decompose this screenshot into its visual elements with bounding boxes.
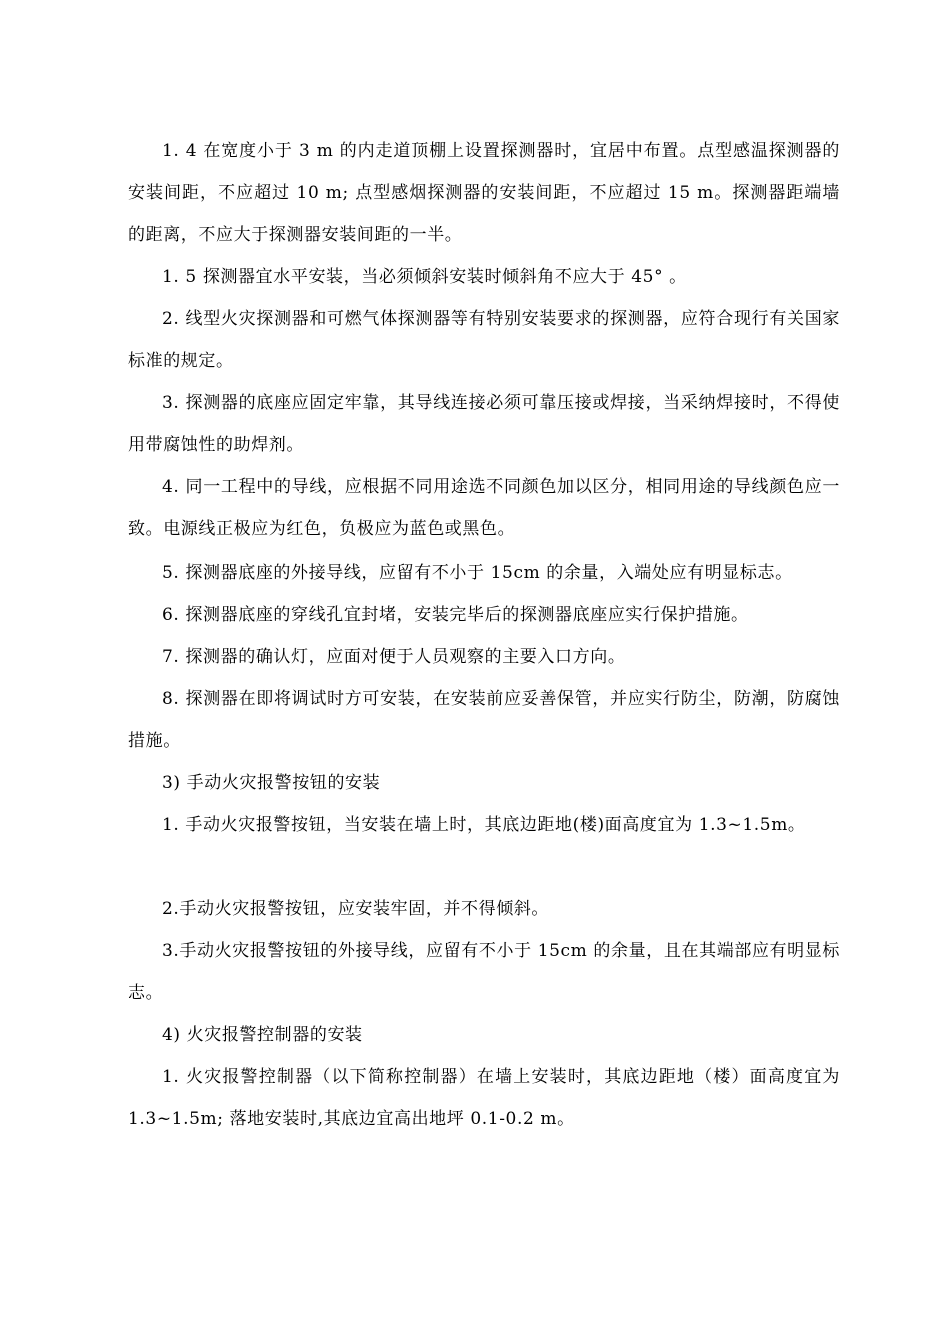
section-heading-4: 4) 火灾报警控制器的安装 <box>162 1025 363 1045</box>
paragraph-3: 3. 探测器的底座应固定牢靠，其导线连接必须可靠压接或焊接，当采纳焊接时，不得使用带腐蚀性的助焊剂。 <box>128 393 840 455</box>
paragraph-6: 6. 探测器底座的穿线孔宜封堵，安装完毕后的探测器底座应实行保护措施。 <box>162 605 749 625</box>
paragraph-7: 7. 探测器的确认灯，应面对便于人员观察的主要入口方向。 <box>162 647 626 667</box>
section-heading-3: 3) 手动火灾报警按钮的安装 <box>162 773 381 793</box>
paragraph-2: 2. 线型火灾探测器和可燃气体探测器等有特别安装要求的探测器，应符合现行有关国家标准的规定。 <box>128 309 840 371</box>
paragraph-8: 8. 探测器在即将调试时方可安装，在安装前应妥善保管，并应实行防尘，防潮，防腐蚀措施。 <box>128 689 840 751</box>
paragraph-controller-1: 1. 火灾报警控制器（以下简称控制器）在墙上安装时，其底边距地（楼）面高度宜为 1.3~1.5m; 落地安装时,其底边宜高出地坪 0.1-0.2 m。 <box>128 1067 840 1129</box>
paragraph-button-3: 3.手动火灾报警按钮的外接导线，应留有不小于 15cm 的余量，且在其端部应有明显标志。 <box>128 941 840 1003</box>
paragraph-1-4: 1. 4 在宽度小于 3 m 的内走道顶棚上设置探测器时，宜居中布置。点型感温探测器的安装间距，不应超过 10 m; 点型感烟探测器的安装间距，不应超过 15 m。探测器距端墙的距离，不应大于探测器安装间距的一半。 <box>128 141 840 245</box>
paragraph-5: 5. 探测器底座的外接导线，应留有不小于 15cm 的余量，入端处应有明显标志。 <box>162 563 793 583</box>
paragraph-button-2: 2.手动火灾报警按钮，应安装牢固，并不得倾斜。 <box>162 899 550 919</box>
paragraph-4: 4. 同一工程中的导线，应根据不同用途选不同颜色加以区分，相同用途的导线颜色应一致。电源线正极应为红色，负极应为蓝色或黑色。 <box>128 477 840 539</box>
paragraph-1-5: 1. 5 探测器宜水平安装，当必须倾斜安装时倾斜角不应大于 45° 。 <box>162 267 687 287</box>
paragraph-button-1: 1. 手动火灾报警按钮，当安装在墙上时，其底边距地(楼)面高度宜为 1.3~1.5m。 <box>162 815 806 835</box>
